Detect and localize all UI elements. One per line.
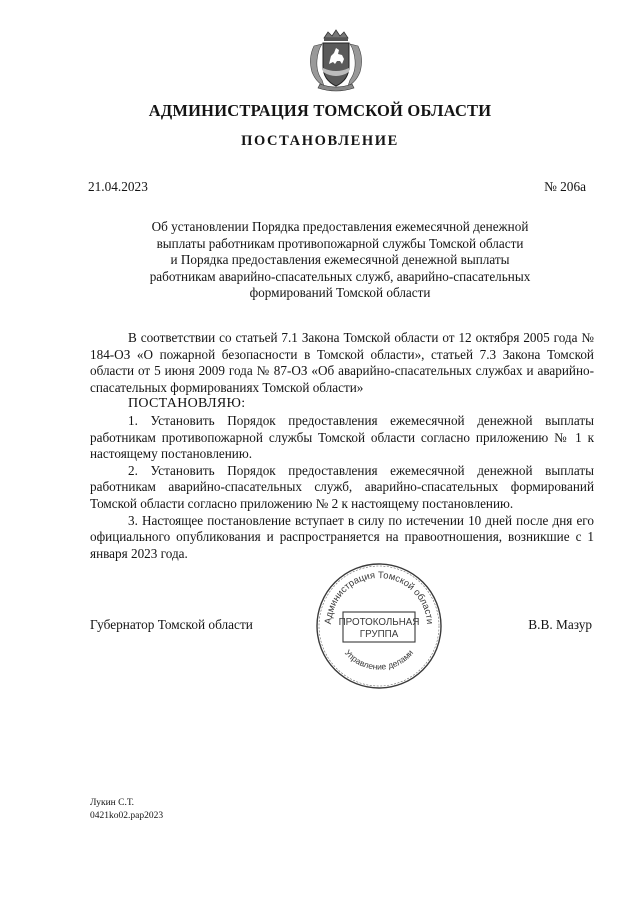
organization-title: АДМИНИСТРАЦИЯ ТОМСКОЙ ОБЛАСТИ (148, 101, 492, 120)
coat-of-arms-icon (304, 28, 368, 92)
subject-line: Об установлении Порядка предоставления ежемесячной денежной (151, 219, 529, 234)
stamp-bottom-text: Управление делами (342, 647, 416, 672)
subject-line: выплаты работникам противопожарной службы Томской области (156, 235, 524, 251)
document-body (90, 330, 594, 562)
round-stamp-icon (313, 560, 445, 692)
decree-word: ПОСТАНОВЛЯЮ: (128, 396, 246, 412)
document-subject (120, 219, 560, 302)
stamp-outer-text: Администрация Томской области (322, 569, 436, 625)
signer-title: Губернатор Томской области (90, 617, 253, 632)
item-paragraph: 3. Настоящее постановление вступает в силу по истечении 10 дней после дня его официального опубликования и распространяется на правоотношения, возникшие с 1 января 2023 года. (90, 512, 594, 561)
item-paragraph: 2. Установить Порядок предоставления ежемесячной денежной выплаты работникам аварийно-спасательных служб, аварийно-спасательных формирований Томской области согласно приложению № 2 к настоящему постановлению. (90, 462, 594, 511)
file-reference: 0421ko02.pap2023 (90, 811, 164, 821)
document-type: ПОСТАНОВЛЕНИЕ (241, 133, 399, 149)
footer-info (90, 797, 163, 823)
subject-line: и Порядка предоставления ежемесячной денежной выплаты (170, 252, 510, 268)
stamp-inner-line2: ГРУППА (359, 629, 399, 640)
svg-text:Управление делами (343, 647, 416, 671)
subject-line: формирований Томской области (249, 285, 431, 301)
subject-line: работникам аварийно-спасательных служб, аварийно-спасательных (149, 268, 531, 284)
stamp-inner-line1: ПРОТОКОЛЬНАЯ (338, 617, 420, 628)
document-number: № 206а (544, 179, 586, 194)
executor-name: Лукин С.Т. (90, 798, 135, 808)
preamble-paragraph: В соответствии со статьей 7.1 Закона Томской области от 12 октября 2005 года № 184-ОЗ «О пожарной безопасности в Томской области», статьей 7.3 Закона Томской области от 5 июня 2009 года № 87-ОЗ «Об аварийно-спасательных службах и аварийно-спасательных формированиях Томской области» (90, 330, 594, 395)
document-date: 21.04.2023 (88, 179, 148, 194)
signer-name: В.В. Мазур (528, 617, 592, 632)
item-paragraph: 1. Установить Порядок предоставления ежемесячной денежной выплаты работникам противопожарной службы Томской области согласно приложению № 1 к настоящему постановлению. (90, 412, 594, 462)
